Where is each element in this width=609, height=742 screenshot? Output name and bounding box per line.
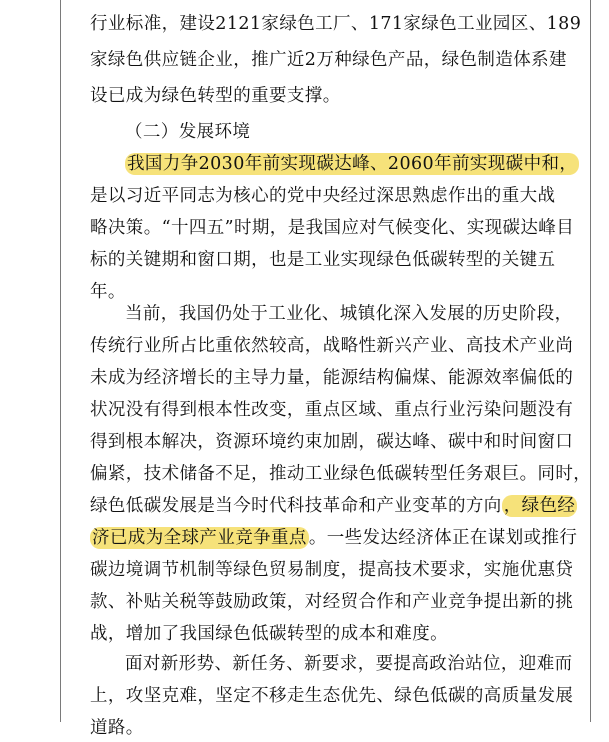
line-text: 标的关键期和窗口期，也是工业实现绿色低碳转型的关键五: [90, 250, 556, 270]
page-border-right: [590, 0, 591, 722]
text-line: [90, 556, 573, 584]
text-line: [90, 682, 573, 710]
line-text: 略决策。“十四五”时期，是我国应对气候变化、实现碳达峰目: [90, 218, 575, 238]
line-text: 行业标准，建设2121家绿色工厂、171家绿色工业园区、189: [90, 14, 582, 34]
text-line: [90, 246, 555, 274]
line-text: 面对新形势、新任务、新要求，要提高政治站位，迎难而: [125, 654, 573, 674]
line-text: 家绿色供应链企业，推广近2万种绿色产品，绿色制造体系建: [90, 50, 567, 70]
text-line: [90, 364, 573, 392]
text-line: [125, 650, 573, 678]
text-line: [90, 714, 144, 742]
text-line: [90, 10, 581, 38]
line-text: 战，增加了我国绿色低碳转型的成本和难度。: [90, 624, 448, 644]
text-line: [90, 620, 448, 648]
line-text: 碳边境调节机制等绿色贸易制度，提高技术要求，实施优惠贷: [90, 560, 574, 580]
text-line: [125, 118, 250, 146]
line-text: 传统行业所占比重依然较高，战略性新兴产业、高技术产业尚: [90, 336, 574, 356]
text-line: [90, 492, 577, 520]
text-line: [125, 150, 579, 178]
text-line: [90, 182, 555, 210]
highlighted-text: 济已成为全球产业竞争重点: [92, 528, 307, 548]
line-text: 上，攻坚克难，坚定不移走生态优先、绿色低碳的高质量发展: [90, 686, 574, 706]
text-line: [90, 214, 574, 242]
text-line: [90, 82, 341, 110]
line-text: 绿色低碳发展是当今时代科技革命和产业变革的方向: [90, 496, 502, 516]
line-text: 。一些发达经济体正在谋划或推行: [308, 528, 578, 548]
highlighted-text: ，绿色经: [503, 496, 576, 516]
line-text: 年。: [90, 282, 126, 302]
line-text: 得到根本解决，资源环境约束加剧，碳达峰、碳中和时间窗口: [90, 432, 574, 452]
line-text: （二）发展环境: [125, 122, 251, 142]
text-line: [90, 428, 573, 456]
text-line: [90, 332, 573, 360]
line-text: 款、补贴关税等鼓励政策，对经贸合作和产业竞争提出新的挑: [90, 592, 574, 612]
line-text: 设已成为绿色转型的重要支撑。: [90, 86, 341, 106]
text-line: [90, 396, 573, 424]
line-text: 偏紧，技术储备不足，推动工业绿色低碳转型任务艰巨。同时，: [90, 464, 592, 484]
highlighted-text: 我国力争2030年前实现碳达峰、2060年前实现碳中和，: [127, 154, 578, 174]
line-text: 是以习近平同志为核心的党中央经过深思熟虑作出的重大战: [90, 186, 556, 206]
line-text: 当前，我国仍处于工业化、城镇化深入发展的历史阶段，: [125, 304, 573, 324]
text-line: [90, 524, 577, 552]
line-text: 状况没有得到根本性改变，重点区域、重点行业污染问题没有: [90, 400, 574, 420]
text-line: [90, 460, 591, 488]
line-text: 未成为经济增长的主导力量，能源结构偏煤、能源效率偏低的: [90, 368, 574, 388]
text-line: [125, 300, 573, 328]
line-text: 道路。: [90, 718, 144, 738]
text-line: [90, 588, 573, 616]
page-border-left: [60, 0, 61, 722]
text-line: [90, 46, 567, 74]
text-line: [90, 278, 126, 306]
